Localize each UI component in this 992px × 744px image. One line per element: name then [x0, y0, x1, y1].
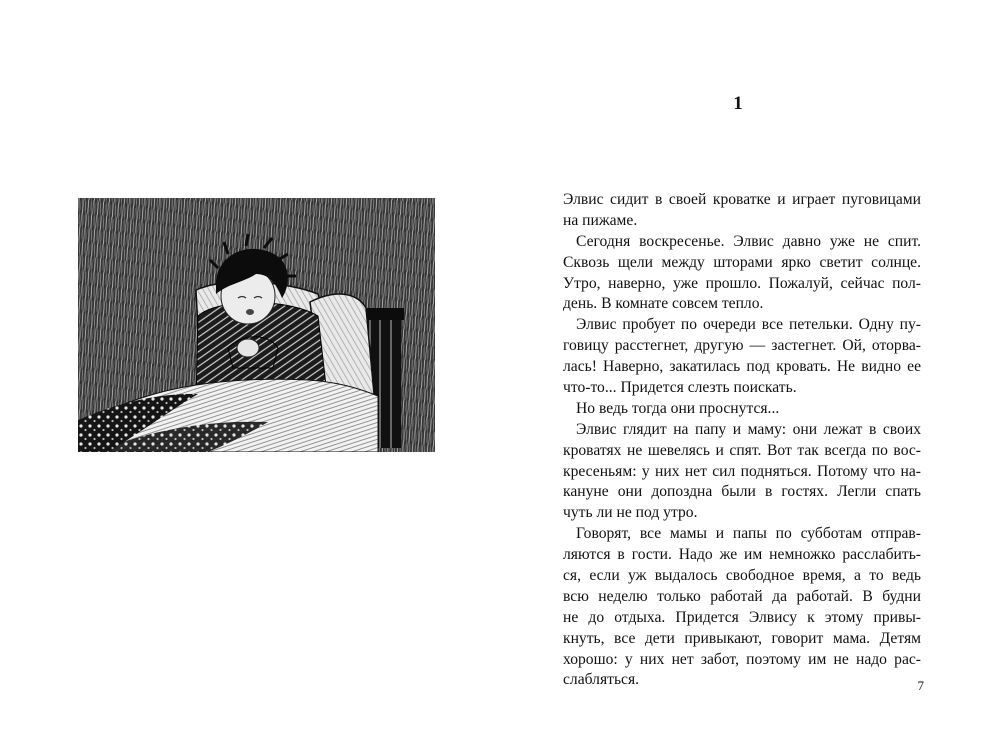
text-line: чуть ли не под утро. [563, 504, 698, 522]
text-line: на пижаме. [563, 211, 638, 229]
text-line: кроватях не шевелясь и спят. Вот так всегда по вос- [563, 441, 921, 459]
text-line: ся, если уж выдалось свободное время, а то ведь [563, 567, 921, 585]
text-line: ляются в гости. Надо же им немножко расслабить- [563, 546, 921, 564]
text-line: слабляться. [563, 671, 640, 689]
text-line: не до отдыха. Придется Элвису к этому привы- [563, 608, 921, 626]
text-line: Элвис сидит в своей кроватке и играет пуговицами [563, 191, 921, 208]
chapter-number: 1 [733, 93, 743, 114]
text-line: кнуть, все дети привыкают, говорит мама. Детям [563, 629, 921, 647]
text-line: лась! Наверно, закатилась под кровать. Не видно ее [563, 358, 921, 376]
text-line: что-то... Придется слезть поискать. [563, 379, 797, 397]
text-line: кресеньям: у них нет сил подняться. Потому что на- [563, 462, 921, 480]
text-line: Сегодня воскресенье. Элвис давно уже не спит. [576, 232, 921, 250]
text-line: Говорят, все мамы и папы по субботам отправ- [576, 525, 921, 543]
page-number: 7 [917, 678, 924, 693]
text-line: кануне они допоздна были в гостях. Легли спать [563, 483, 921, 501]
text-line: хорошо: у них нет забот, поэтому им не надо рас- [563, 650, 921, 668]
text-line: Элвис пробует по очереди все петельки. Одну пу- [576, 316, 921, 334]
text-line: говицу расстегнет, другую — застегнет. Ой, оторва- [563, 337, 921, 355]
boy-in-bed-illustration [78, 198, 435, 452]
chapter-text [563, 190, 921, 691]
text-line: Элвис глядит на папу и маму: они лежат в своих [576, 420, 921, 438]
text-line: Но ведь тогда они проснутся... [576, 399, 780, 417]
text-line: Сквозь щели между шторами ярко светит солнце. [563, 253, 921, 271]
text-line: Утро, наверно, уже прошло. Пожалуй, сейчас пол- [563, 274, 921, 292]
text-line: всю неделю только работай да работай. В будни [563, 587, 921, 605]
text-line: день. В комнате совсем тепло. [563, 295, 764, 313]
